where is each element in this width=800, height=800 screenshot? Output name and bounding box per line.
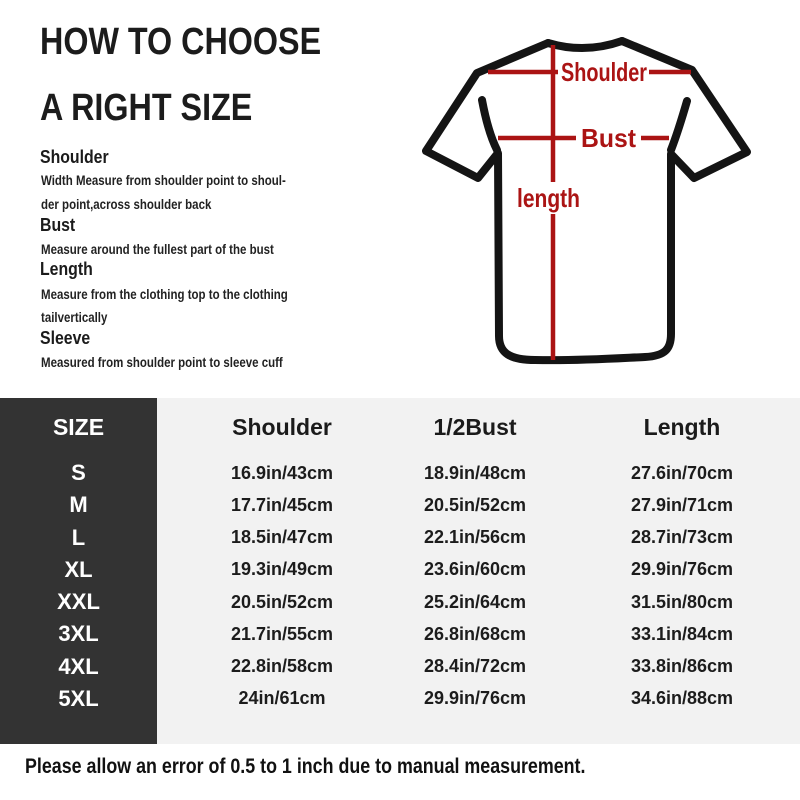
table-cell: 22.1in/56cm: [423, 527, 527, 548]
size-table: [0, 398, 800, 744]
table-cell: 23.6in/60cm: [423, 559, 527, 580]
column-length: [567, 398, 797, 715]
table-cell: 16.9in/43cm: [230, 462, 334, 483]
table-cell: 4XL: [58, 653, 99, 679]
table-cell: 33.1in/84cm: [630, 623, 734, 644]
table-cell: 26.8in/68cm: [423, 623, 527, 644]
page-title-line2: A RIGHT SIZE: [40, 87, 253, 129]
definition-text: Width Measure from shoulder point to shoul-: [41, 172, 286, 188]
table-cell: 21.7in/55cm: [230, 623, 334, 644]
shoulder-label: Shoulder: [561, 57, 647, 87]
table-cell: 3XL: [58, 621, 99, 647]
table-cell: 29.9in/76cm: [630, 559, 734, 580]
table-cell: 17.7in/45cm: [230, 494, 334, 515]
table-cell: M: [69, 492, 88, 518]
tshirt-diagram: [398, 0, 780, 382]
measurement-disclaimer: Please allow an error of 0.5 to 1 inch due to manual measurement.: [25, 755, 586, 778]
table-cell: 18.9in/48cm: [423, 462, 527, 483]
column-header: 1/2Bust: [433, 414, 517, 440]
definition-text: Measure around the fullest part of the bust: [41, 241, 274, 257]
bust-label: Bust: [581, 123, 637, 153]
page-title-line1: HOW TO CHOOSE: [40, 21, 322, 63]
column-size: [0, 398, 157, 715]
table-cell: 19.3in/49cm: [230, 559, 334, 580]
table-cell: 18.5in/47cm: [230, 527, 334, 548]
definition-term: Sleeve: [40, 328, 91, 348]
table-cell: 22.8in/58cm: [230, 656, 334, 677]
table-cell: L: [71, 524, 86, 550]
length-label: length: [517, 183, 580, 213]
definition-text: Measure from the clothing top to the clothing: [41, 286, 288, 302]
table-cell: 25.2in/64cm: [423, 591, 527, 612]
table-cell: 20.5in/52cm: [230, 591, 334, 612]
column-header: Length: [643, 414, 721, 440]
column-header: Shoulder: [232, 414, 332, 440]
tshirt-outline-icon: [398, 0, 780, 382]
definition-text: der point,across shoulder back: [41, 196, 212, 212]
table-cell: 27.9in/71cm: [630, 494, 734, 515]
table-cell: XL: [64, 556, 93, 582]
definition-term: Bust: [40, 215, 76, 235]
table-cell: 20.5in/52cm: [423, 494, 527, 515]
table-cell: 28.4in/72cm: [423, 656, 527, 677]
table-cell: 33.8in/86cm: [630, 656, 734, 677]
definition-term: Length: [40, 259, 93, 279]
table-cell: S: [71, 460, 86, 486]
table-cell: XXL: [57, 589, 100, 615]
column-header: SIZE: [52, 414, 105, 440]
table-cell: 24in/61cm: [238, 688, 326, 709]
definition-text: tailvertically: [41, 309, 108, 325]
table-cell: 28.7in/73cm: [630, 527, 734, 548]
column-bust: [360, 398, 590, 715]
definition-text: Measured from shoulder point to sleeve cuff: [41, 354, 283, 370]
definition-term: Shoulder: [40, 147, 109, 167]
table-cell: 29.9in/76cm: [423, 688, 527, 709]
table-cell: 34.6in/88cm: [630, 688, 734, 709]
table-cell: 31.5in/80cm: [630, 591, 734, 612]
table-cell: 5XL: [58, 685, 99, 711]
table-cell: 27.6in/70cm: [630, 462, 734, 483]
